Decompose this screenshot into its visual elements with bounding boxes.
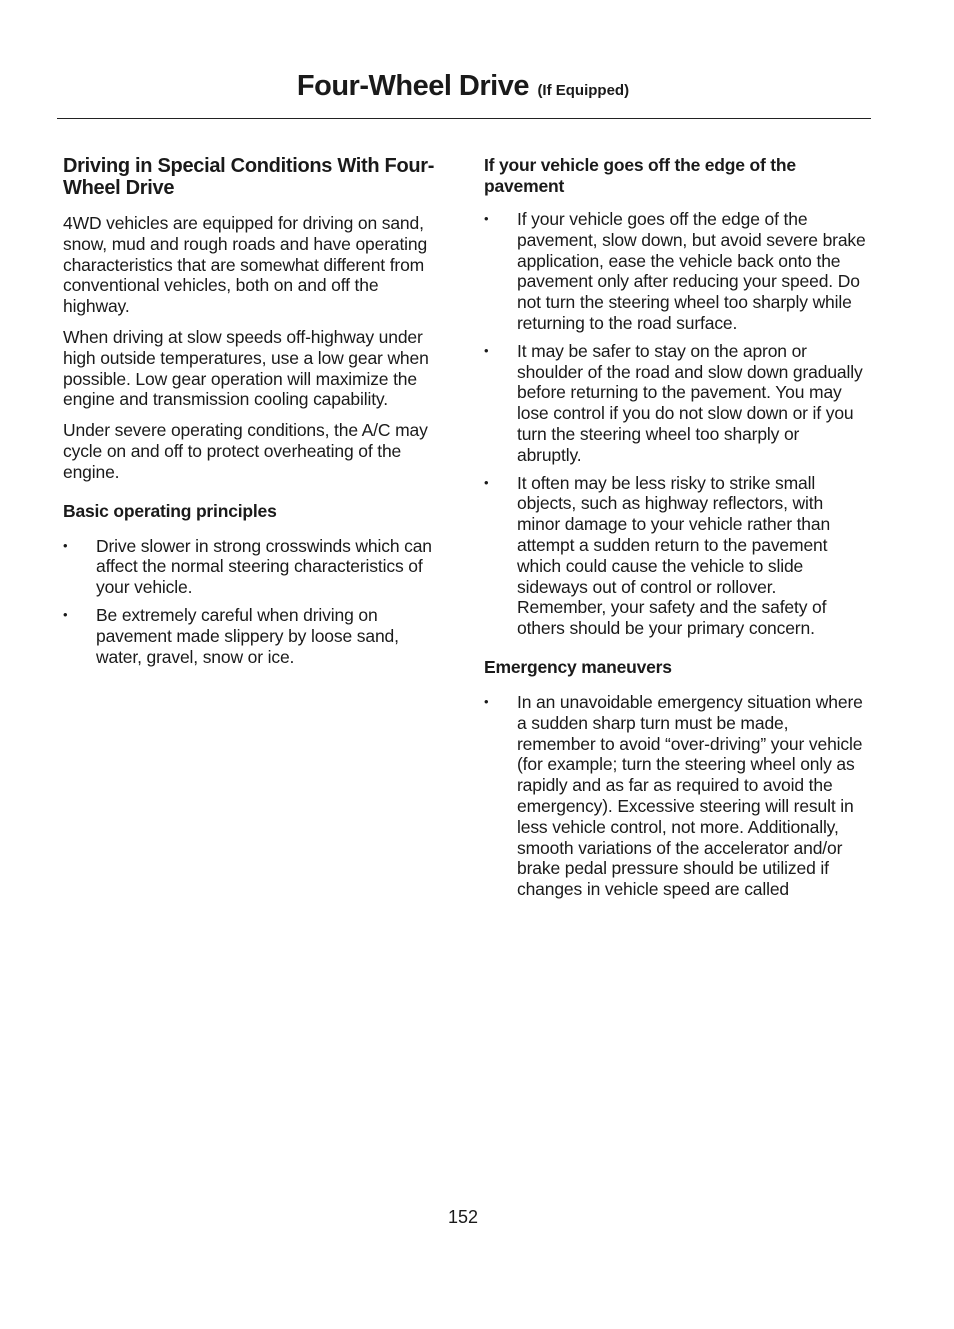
bullet-dot: • — [63, 537, 68, 553]
bullet-dot: • — [484, 693, 489, 709]
bullet-dot: • — [484, 211, 489, 226]
right-column — [484, 155, 866, 914]
page-number: 152 — [447, 1207, 479, 1227]
list-item-text: Be extremely careful when driving on pavement made slippery by loose sand, water, gravel, snow or ice. — [96, 604, 399, 667]
list-item-text: Drive slower in strong crosswinds which can affect the normal steering characteristics of your vehicle. — [96, 535, 432, 598]
header-divider — [57, 118, 871, 119]
paragraph: Under severe operating conditions, the A/C may cycle on and off to protect overheating of the engine. — [63, 420, 428, 482]
list-item — [484, 209, 866, 334]
list-item-text: If your vehicle goes off the edge of the pavement, slow down, but avoid severe brake application, ease the vehicle back onto the pavement only after reducing your speed. Do not turn the steering wheel too sharply while returning to the road surface. — [517, 209, 866, 333]
subheading-basic-principles: Basic operating principles — [63, 500, 277, 521]
bullet-list-basic-principles — [63, 536, 445, 668]
list-item — [484, 341, 866, 466]
bullet-dot: • — [484, 342, 489, 358]
page-subtitle: (If Equipped) — [537, 82, 630, 99]
section-heading-special-conditions: Driving in Special Conditions With Four-Wheel Drive — [63, 155, 435, 199]
bullet-dot: • — [484, 474, 489, 490]
paragraph: When driving at slow speeds off-highway under high outside temperatures, use a low gear when possible. Low gear operation will maximize the engine and transmission cooling capability. — [63, 326, 429, 410]
list-item-text: In an unavoidable emergency situation where a sudden sharp turn must be made, remember to avoid “over-driving” your vehicle (for example; turn the steering wheel only as rapidly and as far as required to avoid the emergency). Excessive steering will result in less vehicle control, not more. Additionally, smooth variations of the accelerator and/or brake pedal pressure should be utilized if changes in vehicle speed are called — [517, 691, 863, 900]
list-item — [484, 692, 866, 900]
left-column — [63, 155, 445, 681]
list-item-text: It often may be less risky to strike small objects, such as highway reflectors, with minor damage to your vehicle rather than attempt a sudden return to the pavement which could cause the vehicle to slide sideways out of control or rollover. Remember, your safety and the safety of others should be your primary concern. — [517, 472, 831, 639]
bullet-dot: • — [63, 606, 68, 622]
paragraph: 4WD vehicles are equipped for driving on sand, snow, mud and rough roads and have operating characteristics that are somewhat different from conventional vehicles, both on and off the highway. — [63, 213, 428, 317]
bullet-list-emergency — [484, 692, 866, 900]
page-title: Four-Wheel Drive — [296, 70, 529, 102]
list-item — [484, 473, 866, 639]
subheading-emergency-maneuvers: Emergency maneuvers — [484, 656, 672, 677]
subheading-off-pavement: If your vehicle goes off the edge of the pavement — [484, 155, 796, 196]
list-item-text: It may be safer to stay on the apron or shoulder of the road and slow down gradually before returning to the pavement. You may lose control if you do not slow down or if you turn the steering wheel too sharply or abruptly. — [517, 340, 863, 465]
list-item — [63, 605, 445, 667]
page-header — [0, 70, 926, 103]
list-item — [63, 536, 445, 598]
bullet-list-off-pavement — [484, 209, 866, 639]
